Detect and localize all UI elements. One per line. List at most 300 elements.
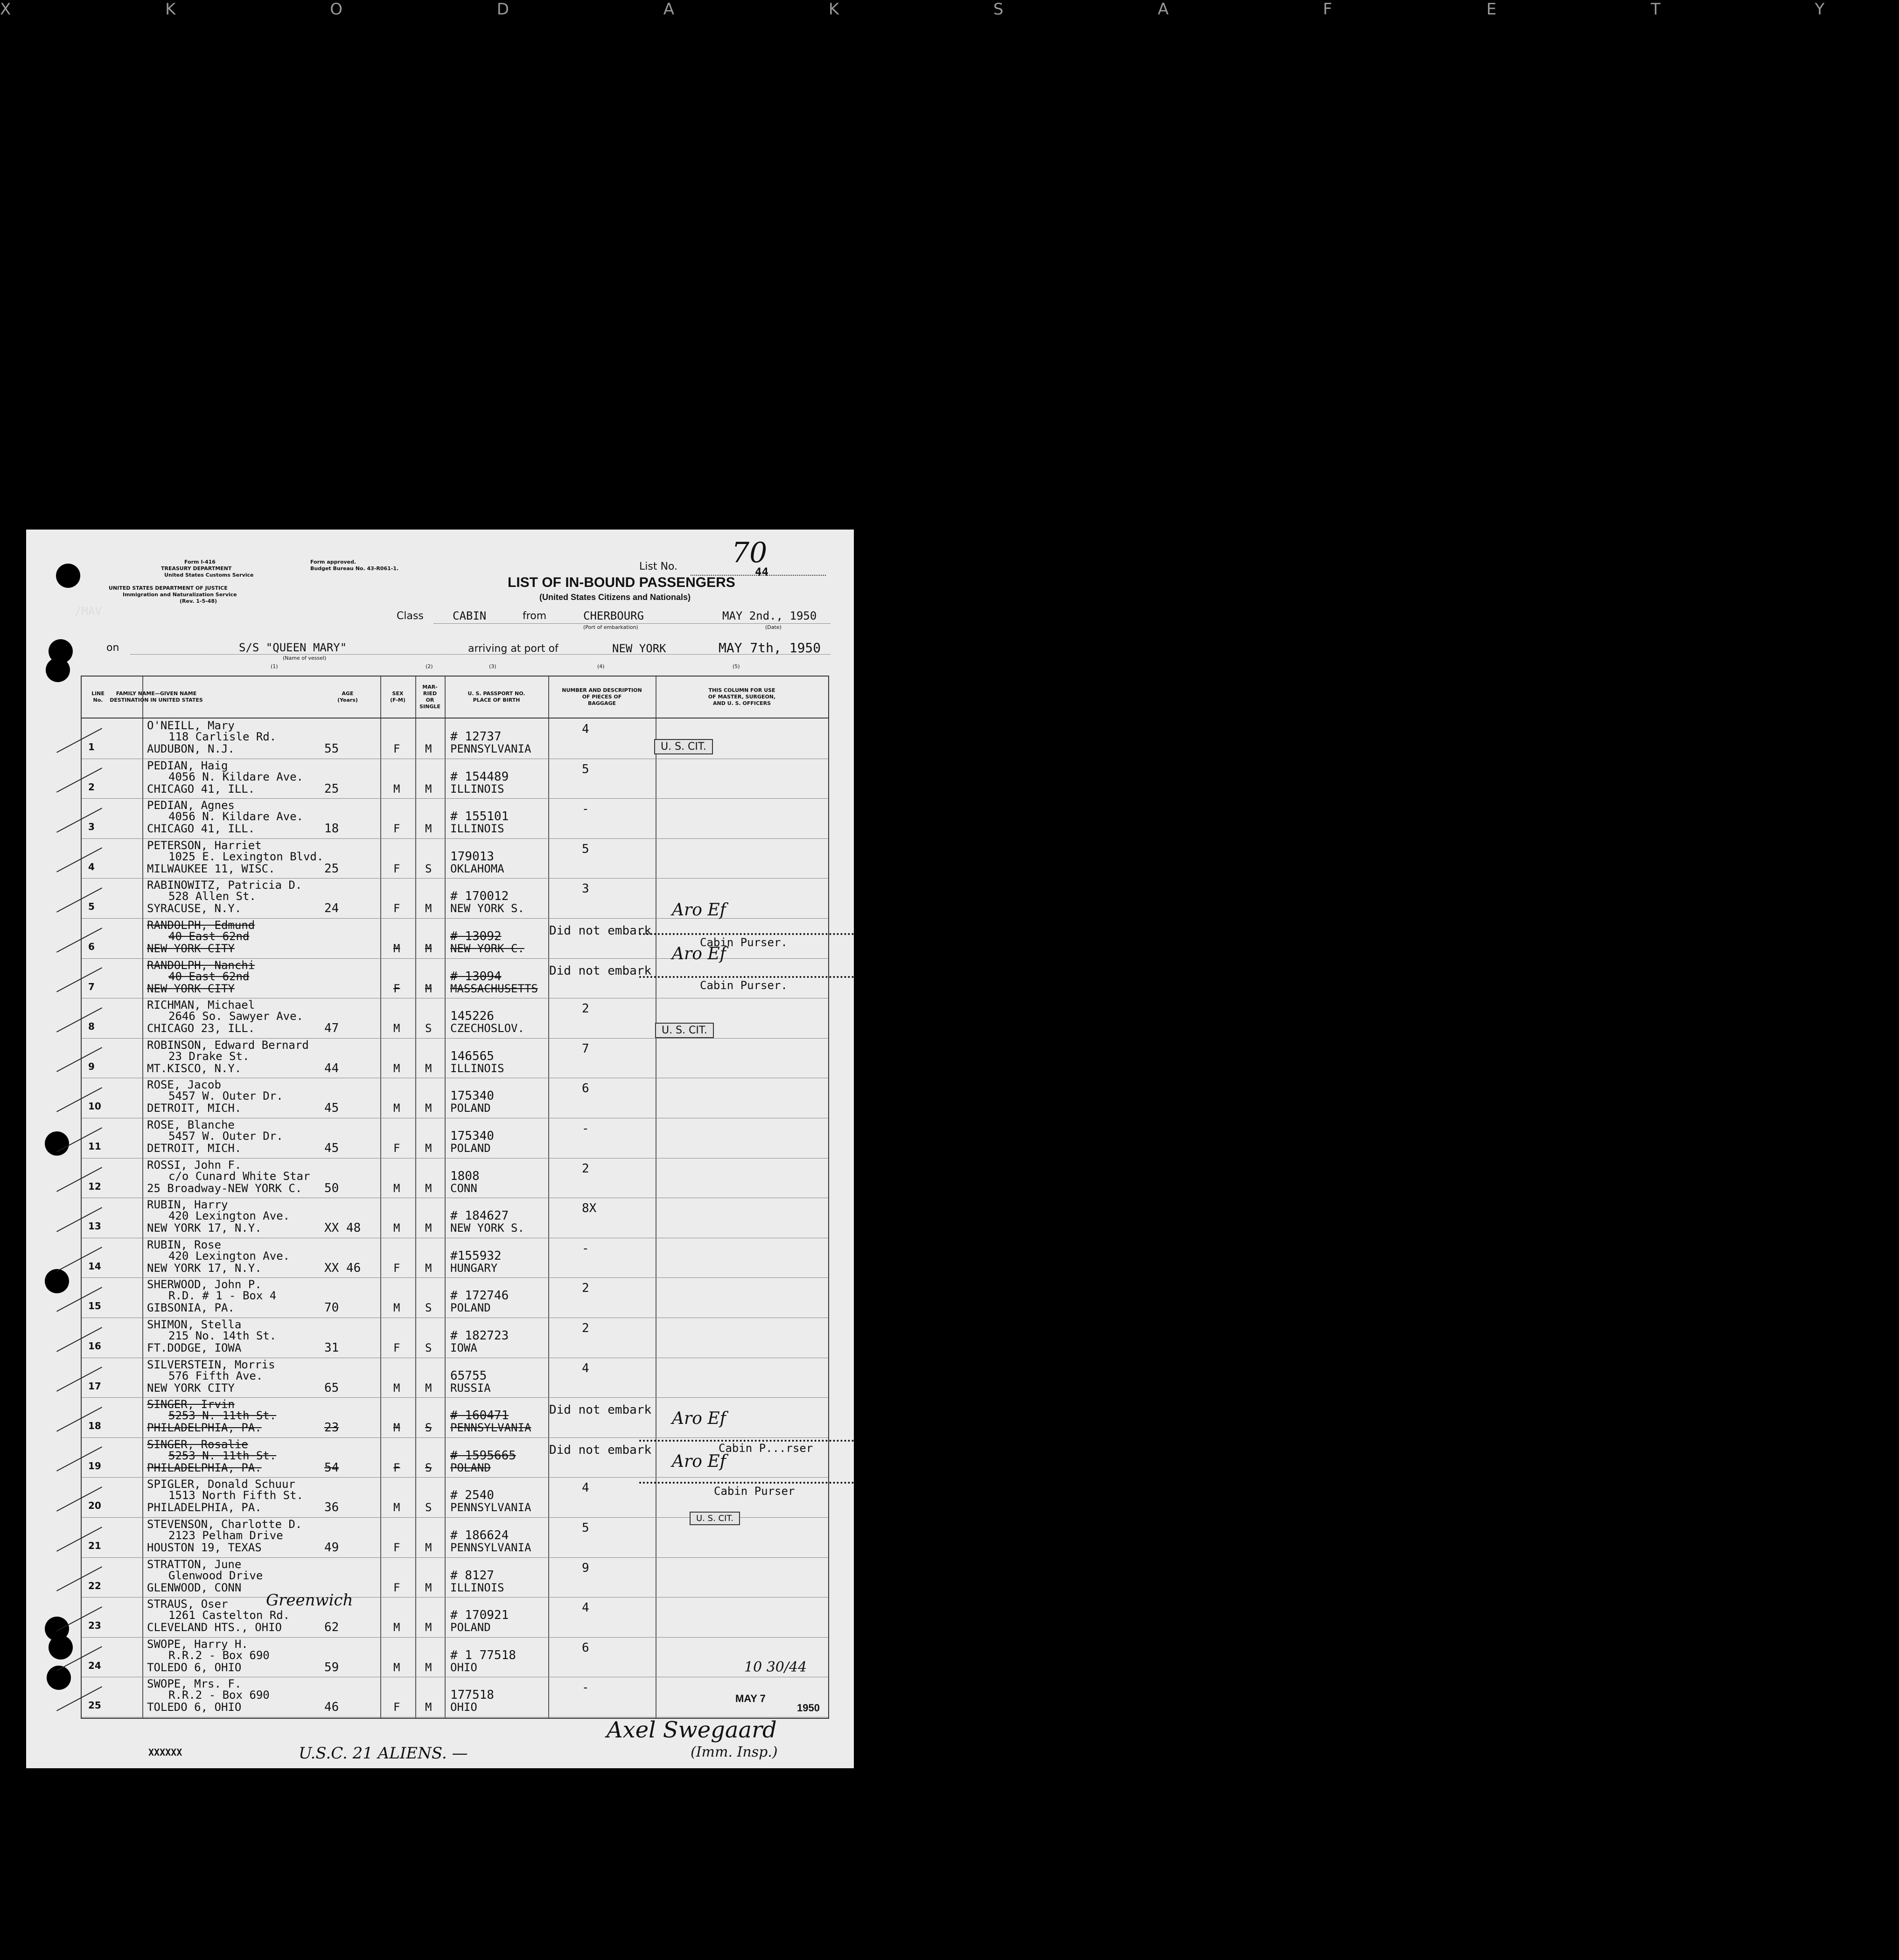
- on-label: on: [106, 642, 119, 654]
- marital-status: S: [425, 1341, 432, 1354]
- passport-no: # 170921: [450, 1608, 509, 1623]
- baggage-count: 5: [582, 1521, 589, 1535]
- address-line2: PHILADELPHIA, PA.: [147, 1421, 262, 1435]
- baggage-count: 4: [582, 1481, 589, 1495]
- address-line2: TOLEDO 6, OHIO: [147, 1660, 242, 1674]
- passenger-name: ROSSI, John F.: [147, 1158, 242, 1172]
- table-row: [82, 1597, 828, 1637]
- address-line1: 4056 N. Kildare Ave.: [168, 770, 303, 783]
- baggage-count: 4: [582, 1601, 589, 1615]
- address-line1: 215 No. 14th St.: [168, 1329, 277, 1342]
- address-line2: NEW YORK CITY: [147, 1381, 235, 1395]
- punch-hole: [45, 1269, 69, 1293]
- sex: F: [393, 1701, 400, 1714]
- age: 65: [324, 1381, 339, 1395]
- cabin-purser-label: Cabin Purser: [714, 1485, 795, 1498]
- baggage-count: 8X: [582, 1201, 597, 1216]
- arriving-label: arriving at port of: [468, 643, 559, 655]
- place-of-birth: CONN: [450, 1181, 477, 1195]
- address-line1: 576 Fifth Ave.: [168, 1369, 263, 1382]
- passenger-name: O'NEILL, Mary: [147, 719, 235, 732]
- passport-no: # 2540: [450, 1488, 494, 1503]
- address-line1: 5253 N. 11th St.: [168, 1449, 277, 1462]
- address-line1: 5457 W. Outer Dr.: [168, 1089, 283, 1103]
- line-number: 8: [88, 1021, 95, 1032]
- address-line1: 5253 N. 11th St.: [168, 1409, 277, 1423]
- footer-typed: XXXXXX: [148, 1747, 182, 1758]
- marital-status: M: [425, 1701, 432, 1714]
- marital-status: M: [425, 982, 432, 995]
- address-line2: MT.KISCO, N.Y.: [147, 1061, 242, 1075]
- baggage-count: 2: [582, 1002, 589, 1016]
- place-of-birth: MASSACHUSETTS: [450, 982, 538, 995]
- list-no-typed: 44: [755, 565, 768, 579]
- place-of-birth: NEW YORK C.: [450, 942, 524, 955]
- page-subtitle: (United States Citizens and Nationals): [539, 593, 691, 602]
- table-row: [82, 1358, 828, 1398]
- punch-hole: [56, 564, 80, 588]
- passport-no: 145226: [450, 1009, 494, 1024]
- treasury-dept: TREASURY DEPARTMENT: [161, 565, 232, 572]
- table-row: [82, 1637, 828, 1677]
- age: 62: [324, 1620, 339, 1635]
- place-of-birth: NEW YORK S.: [450, 902, 524, 915]
- table-row: [82, 718, 828, 759]
- line-number: 9: [88, 1060, 95, 1072]
- passenger-name: RANDOLPH, Edmund: [147, 919, 255, 932]
- passport-no: 175340: [450, 1089, 494, 1103]
- address-line2: GIBSONIA, PA.: [147, 1301, 235, 1315]
- header-baggage: NUMBER AND DESCRIPTION OF PIECES OF BAGGAGE: [562, 687, 642, 706]
- marital-status: M: [425, 1102, 432, 1115]
- header-sex: SEX (F-M): [390, 691, 405, 703]
- purser-signature: Aro Ef: [672, 944, 726, 963]
- address-line1: 1025 E. Lexington Blvd.: [168, 850, 324, 863]
- line-number: 25: [88, 1700, 101, 1711]
- table-row: [82, 1277, 828, 1318]
- marital-status: M: [425, 1541, 432, 1554]
- passenger-name: STEVENSON, Charlotte D.: [147, 1518, 302, 1531]
- baggage-count: 2: [582, 1281, 589, 1296]
- line-number: 7: [88, 981, 95, 992]
- passport-no: # 170012: [450, 889, 509, 904]
- passport-no: 175340: [450, 1129, 494, 1143]
- date-stamp-year: 1950: [797, 1702, 820, 1714]
- age: 54: [324, 1460, 339, 1475]
- on-line: [131, 654, 831, 655]
- line-number: 14: [88, 1260, 101, 1272]
- sex: M: [393, 782, 400, 795]
- sex: M: [393, 1181, 400, 1195]
- place-of-birth: POLAND: [450, 1621, 491, 1634]
- sex: M: [393, 1660, 400, 1674]
- address-line1: 2646 So. Sawyer Ave.: [168, 1010, 303, 1023]
- footer-summary: U.S.C. 21 ALIENS. —: [299, 1744, 468, 1763]
- address-line1: 40 East 62nd: [168, 930, 250, 943]
- age: 59: [324, 1660, 339, 1674]
- address-line1: 2123 Pelham Drive: [168, 1529, 283, 1542]
- address-line2: DETROIT, MICH.: [147, 1142, 242, 1155]
- place-of-birth: NEW YORK S.: [450, 1221, 524, 1235]
- sex: M: [393, 1501, 400, 1514]
- address-line1: 40 East 62nd: [168, 970, 250, 983]
- passport-no: 1808: [450, 1169, 480, 1183]
- address-line1: 420 Lexington Ave.: [168, 1209, 290, 1223]
- place-of-birth: POLAND: [450, 1301, 491, 1315]
- age: 36: [324, 1500, 339, 1515]
- place-of-birth: POLAND: [450, 1142, 491, 1155]
- address-line2: HOUSTON 19, TEXAS: [147, 1541, 262, 1554]
- age: 70: [324, 1301, 339, 1315]
- passenger-name: SPIGLER, Donald Schuur: [147, 1478, 295, 1491]
- baggage-count: -: [582, 1241, 589, 1256]
- handwritten-note: Greenwich: [266, 1591, 353, 1610]
- line-number: 6: [88, 941, 95, 952]
- table-row: [82, 798, 828, 838]
- sex: M: [393, 1301, 400, 1315]
- header-married: MAR- RIED OR SINGLE: [419, 684, 440, 710]
- marital-status: M: [425, 742, 432, 755]
- purser-signature: Aro Ef: [672, 900, 726, 920]
- age: 23: [324, 1421, 339, 1435]
- address-line1: c/o Cunard White Star: [168, 1169, 310, 1183]
- class-label: Class: [397, 610, 424, 622]
- sex: M: [393, 1102, 400, 1115]
- line-number: 24: [88, 1660, 101, 1671]
- passenger-name: SHIMON, Stella: [147, 1318, 242, 1331]
- marital-status: M: [425, 1061, 432, 1075]
- line-number: 3: [88, 821, 95, 833]
- marital-status: S: [425, 1501, 432, 1514]
- table-row: [82, 958, 828, 998]
- handwritten-fraction: 10 30/44: [744, 1659, 807, 1675]
- age: 45: [324, 1101, 339, 1116]
- line-number: 16: [88, 1340, 101, 1352]
- address-line2: AUDUBON, N.J.: [147, 742, 235, 755]
- place-of-birth: OHIO: [450, 1701, 477, 1714]
- passenger-name: PEDIAN, Haig: [147, 759, 228, 772]
- line-number: 12: [88, 1180, 101, 1192]
- passenger-name: STRATTON, June: [147, 1557, 242, 1571]
- passport-no: # 154489: [450, 769, 509, 784]
- table-row: [82, 1238, 828, 1278]
- col-num-3: (3): [489, 663, 496, 670]
- passport-no: # 13094: [450, 969, 502, 983]
- address-line1: 420 Lexington Ave.: [168, 1249, 290, 1262]
- line-number: 22: [88, 1580, 101, 1591]
- table-row: [82, 1318, 828, 1358]
- baggage-count: 2: [582, 1161, 589, 1176]
- marital-status: M: [425, 902, 432, 915]
- place-of-birth: PENNSYLVANIA: [450, 1541, 531, 1554]
- from-value: CHERBOURG: [583, 609, 644, 622]
- age: XX 46: [324, 1261, 361, 1275]
- sex: F: [393, 822, 400, 836]
- immigration-service: Immigration and Naturalization Service: [123, 592, 237, 598]
- table-row: [82, 1078, 828, 1118]
- dotted-rule: [639, 1440, 854, 1442]
- age: 55: [324, 742, 339, 756]
- address-line2: PHILADELPHIA, PA.: [147, 1461, 262, 1474]
- line-number: 18: [88, 1420, 101, 1432]
- baggage-count: -: [582, 1122, 589, 1136]
- marital-status: S: [425, 1461, 432, 1474]
- marital-status: S: [425, 1022, 432, 1035]
- dotted-rule: [639, 1482, 854, 1484]
- marital-status: S: [425, 1301, 432, 1315]
- justice-dept: UNITED STATES DEPARTMENT OF JUSTICE: [109, 585, 228, 591]
- header-officers: THIS COLUMN FOR USE OF MASTER, SURGEON, AND U. S. OFFICERS: [708, 687, 776, 706]
- line-number: 1: [88, 741, 95, 753]
- address-line2: NEW YORK CITY: [147, 982, 235, 995]
- form-approved: Form approved.: [310, 559, 356, 565]
- sex: F: [393, 862, 400, 875]
- address-line2: NEW YORK CITY: [147, 942, 235, 955]
- table-row: [82, 838, 828, 879]
- place-of-birth: POLAND: [450, 1102, 491, 1115]
- passenger-name: RUBIN, Harry: [147, 1198, 228, 1212]
- passport-no: # 172746: [450, 1289, 509, 1303]
- address-line1: R.R.2 - Box 690: [168, 1648, 270, 1662]
- marital-status: M: [425, 1581, 432, 1594]
- sex: F: [393, 1461, 400, 1474]
- marital-status: M: [425, 782, 432, 795]
- cabin-purser-label: Cabin Purser.: [700, 979, 788, 992]
- passenger-name: SWOPE, Harry H.: [147, 1637, 248, 1651]
- age: 45: [324, 1141, 339, 1155]
- address-line1: 528 Allen St.: [168, 890, 256, 903]
- address-line2: NEW YORK 17, N.Y.: [147, 1221, 262, 1235]
- inspector-signature: Axel Swegaard: [607, 1717, 777, 1743]
- age: 46: [324, 1700, 339, 1715]
- address-line2: FT.DODGE, IOWA: [147, 1341, 242, 1354]
- arrival-date: MAY 7th, 1950: [719, 640, 821, 656]
- sex: F: [393, 1541, 400, 1554]
- marital-status: M: [425, 1621, 432, 1634]
- address-line2: 25 Broadway-NEW YORK C.: [147, 1181, 302, 1195]
- line-number: 13: [88, 1221, 101, 1232]
- inspector-title: (Imm. Insp.): [691, 1744, 778, 1760]
- us-cit-stamp: U. S. CIT.: [654, 739, 713, 754]
- col-num-4: (4): [597, 663, 605, 670]
- address-line2: TOLEDO 6, OHIO: [147, 1701, 242, 1714]
- passport-no: # 1595665: [450, 1448, 516, 1463]
- remark: Did not embark: [549, 924, 652, 938]
- departure-date: MAY 2nd., 1950: [722, 609, 817, 622]
- remark: Did not embark: [549, 1403, 652, 1417]
- place-of-birth: ILLINOIS: [450, 1581, 504, 1594]
- line-number: 21: [88, 1540, 101, 1551]
- cabin-purser-label: Cabin P...rser: [719, 1442, 813, 1455]
- sex: M: [393, 1621, 400, 1634]
- marital-status: M: [425, 1181, 432, 1195]
- table-row: [82, 998, 828, 1038]
- passenger-name: STRAUS, Oser: [147, 1597, 228, 1611]
- place-of-birth: PENNSYLVANIA: [450, 1501, 531, 1514]
- line-number: 19: [88, 1460, 101, 1472]
- marital-status: S: [425, 1421, 432, 1435]
- baggage-count: 3: [582, 882, 589, 896]
- table-row: [82, 759, 828, 799]
- dotted-rule: [639, 933, 854, 935]
- age: 50: [324, 1181, 339, 1195]
- purser-signature: Aro Ef: [672, 1409, 726, 1428]
- passport-no: 146565: [450, 1049, 494, 1063]
- passenger-name: ROSE, Blanche: [147, 1118, 235, 1131]
- address-line2: PHILADELPHIA, PA.: [147, 1501, 262, 1514]
- baggage-count: 6: [582, 1081, 589, 1096]
- passenger-name: SINGER, Rosalie: [147, 1437, 248, 1451]
- address-line2: NEW YORK 17, N.Y.: [147, 1261, 262, 1275]
- header-age: AGE (Years): [337, 691, 358, 703]
- passport-no: #155932: [450, 1249, 502, 1263]
- address-line1: 4056 N. Kildare Ave.: [168, 810, 303, 823]
- passenger-name: RUBIN, Rose: [147, 1238, 221, 1251]
- baggage-count: 9: [582, 1561, 589, 1575]
- passport-no: # 8127: [450, 1568, 494, 1583]
- passenger-name: RICHMAN, Michael: [147, 998, 255, 1012]
- age: 25: [324, 781, 339, 796]
- baggage-count: -: [582, 802, 589, 816]
- marital-status: M: [425, 1261, 432, 1275]
- baggage-count: 4: [582, 1361, 589, 1375]
- place-of-birth: ILLINOIS: [450, 782, 504, 795]
- col-num-2: (2): [426, 663, 433, 670]
- passport-no: 177518: [450, 1688, 494, 1702]
- sex: F: [393, 742, 400, 755]
- list-no-handwritten: 70: [732, 537, 768, 569]
- place-of-birth: CZECHOSLOV.: [450, 1022, 524, 1035]
- address-line2: SYRACUSE, N.Y.: [147, 902, 242, 915]
- passport-no: # 186624: [450, 1528, 509, 1542]
- place-of-birth: IOWA: [450, 1341, 477, 1354]
- place-of-birth: ILLINOIS: [450, 1061, 504, 1075]
- marital-status: M: [425, 942, 432, 955]
- film-edge-top: X K O D A K S A F E T Y: [0, 0, 1899, 19]
- address-line2: GLENWOOD, CONN: [147, 1581, 242, 1594]
- age: 47: [324, 1021, 339, 1036]
- passenger-name: ROBINSON, Edward Bernard: [147, 1038, 309, 1052]
- address-line1: 1261 Castelton Rd.: [168, 1609, 290, 1622]
- sex: M: [393, 1221, 400, 1235]
- header-line-no: LINE No.: [91, 691, 105, 703]
- passenger-name: SWOPE, Mrs. F.: [147, 1677, 242, 1691]
- passenger-name: RABINOWITZ, Patricia D.: [147, 879, 302, 892]
- list-no-label: List No.: [639, 561, 677, 572]
- line-number: 15: [88, 1300, 101, 1312]
- age: 49: [324, 1541, 339, 1555]
- marital-status: S: [425, 862, 432, 875]
- age: 24: [324, 901, 339, 916]
- table-row: [82, 1158, 828, 1198]
- address-line1: 1513 North Fifth St.: [168, 1489, 303, 1502]
- date-stamp: MAY 7: [735, 1693, 766, 1704]
- sex: M: [393, 1381, 400, 1395]
- sex: F: [393, 902, 400, 915]
- address-line1: 23 Drake St.: [168, 1049, 250, 1063]
- passport-no: # 155101: [450, 809, 509, 824]
- address-line2: CHICAGO 23, ILL.: [147, 1022, 255, 1035]
- passenger-name: SINGER, Irvin: [147, 1398, 235, 1411]
- address-line1: 5457 W. Outer Dr.: [168, 1130, 283, 1143]
- address-line2: CHICAGO 41, ILL.: [147, 782, 255, 795]
- baggage-count: -: [582, 1681, 589, 1695]
- address-line1: Glenwood Drive: [168, 1569, 263, 1582]
- mav-mark: /MAV: [75, 605, 102, 618]
- table-row: [82, 1198, 828, 1238]
- line-number: 20: [88, 1500, 101, 1512]
- baggage-count: 5: [582, 762, 589, 776]
- line-number: 4: [88, 861, 95, 872]
- passenger-name: PEDIAN, Agnes: [147, 799, 235, 812]
- class-value: CABIN: [453, 609, 487, 622]
- budget-bureau: Budget Bureau No. 43-R061-1.: [310, 565, 399, 572]
- line-number: 2: [88, 781, 95, 793]
- table-row: [82, 1557, 828, 1597]
- cabin-purser-label: Cabin Purser.: [700, 936, 788, 949]
- passenger-name: SHERWOOD, John P.: [147, 1278, 262, 1291]
- line-number: 11: [88, 1141, 101, 1152]
- from-label: from: [523, 610, 547, 622]
- passport-no: # 182723: [450, 1329, 509, 1343]
- passport-no: # 1 77518: [450, 1648, 516, 1662]
- line-number: 23: [88, 1620, 101, 1632]
- age: XX 48: [324, 1221, 361, 1235]
- address-line2: DETROIT, MICH.: [147, 1102, 242, 1115]
- age: 18: [324, 822, 339, 836]
- passenger-name: ROSE, Jacob: [147, 1078, 221, 1092]
- port-caption: (Port of embarkation): [583, 624, 638, 630]
- passport-no: # 160471: [450, 1409, 509, 1423]
- film-edge-bottom: [0, 1941, 959, 1960]
- class-line: [434, 623, 831, 624]
- us-cit-stamp: U. S. CIT.: [655, 1023, 714, 1038]
- sex: M: [393, 942, 400, 955]
- vessel-name: S/S "QUEEN MARY": [239, 641, 347, 654]
- table-row: [82, 1038, 828, 1078]
- punch-hole: [49, 1635, 73, 1660]
- passport-no: # 184627: [450, 1209, 509, 1223]
- place-of-birth: ILLINOIS: [450, 822, 504, 836]
- form-number: Form I-416: [184, 559, 216, 565]
- dotted-rule: [639, 976, 854, 978]
- baggage-count: 6: [582, 1640, 589, 1655]
- customs-service: United States Customs Service: [164, 572, 254, 578]
- marital-status: M: [425, 1221, 432, 1235]
- sex: F: [393, 1341, 400, 1354]
- age: 25: [324, 861, 339, 876]
- address-line2: CHICAGO 41, ILL.: [147, 822, 255, 836]
- passport-no: 179013: [450, 849, 494, 864]
- purser-signature: Aro Ef: [672, 1452, 726, 1471]
- passenger-name: RANDOLPH, Nanchi: [147, 958, 255, 972]
- marital-status: M: [425, 1142, 432, 1155]
- age: 31: [324, 1341, 339, 1355]
- remark: Did not embark: [549, 1443, 652, 1457]
- place-of-birth: POLAND: [450, 1461, 491, 1474]
- sex: F: [393, 1142, 400, 1155]
- table-row: [82, 1677, 828, 1717]
- address-line2: MILWAUKEE 11, WISC.: [147, 862, 275, 875]
- revision: (Rev. 1-5-48): [180, 598, 217, 604]
- passport-no: # 13092: [450, 929, 502, 943]
- remark: Did not embark: [549, 963, 652, 978]
- list-no-underline: [691, 575, 826, 576]
- passenger-name: PETERSON, Harriet: [147, 838, 262, 852]
- address-line2: CLEVELAND HTS., OHIO: [147, 1621, 282, 1634]
- page-title: LIST OF IN-BOUND PASSENGERS: [508, 575, 735, 590]
- us-cit-stamp: U. S. CIT.: [690, 1512, 740, 1525]
